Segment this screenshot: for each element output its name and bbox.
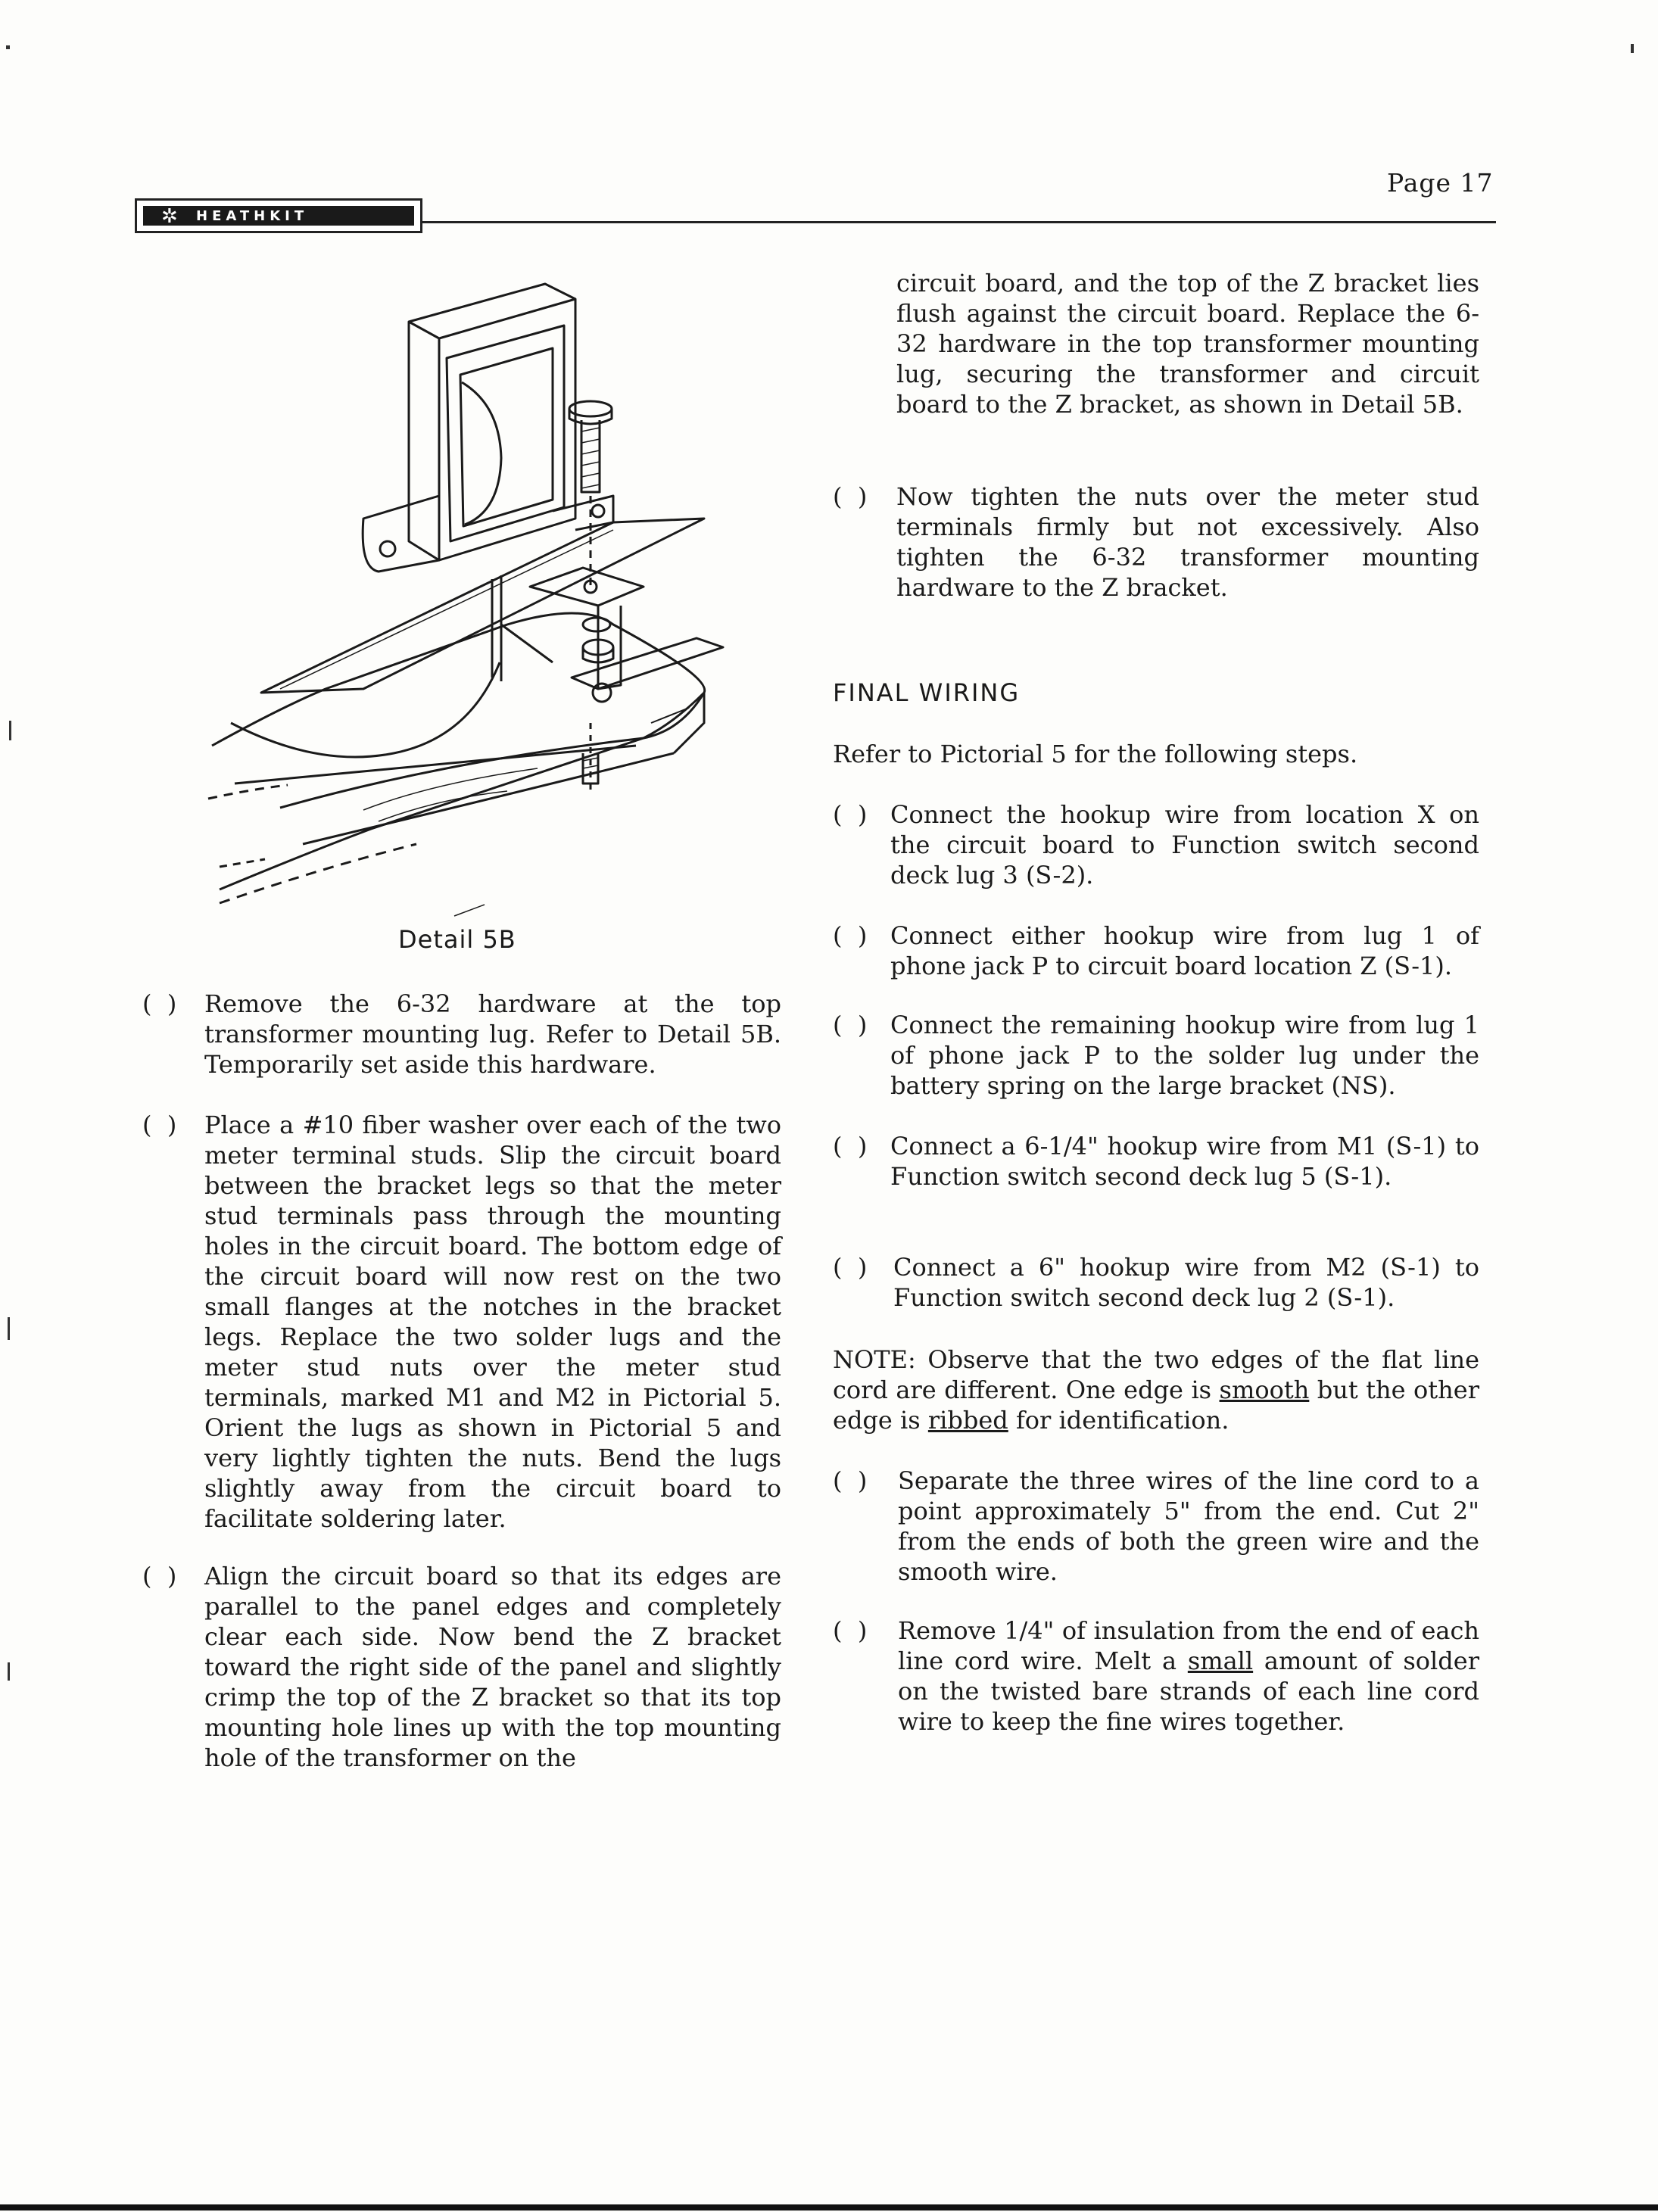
step-text: Connect a 6" hookup wire from M2 (S-1) to Function switch second deck lug 2 (S-1). [893,1253,1479,1312]
z-bracket [530,568,723,791]
scan-speck [8,1317,10,1340]
note-text-middle: but the other edge is [833,1375,1479,1435]
scan-speck [6,45,10,49]
step-text-start: Remove 1/4" of insulation from the end of each line cord wire. Melt a [898,1616,1479,1675]
left-step-1 [142,989,793,1080]
note-ribbed: ribbed [927,1406,1008,1435]
wiring-step-4 [833,1131,1484,1192]
step-checkbox[interactable]: ( ) [833,1011,868,1039]
left-step-3 [142,1561,793,1773]
logo-brand-text: HEATHKIT [196,207,309,224]
step-checkbox[interactable]: ( ) [833,1253,868,1282]
page-number: Page 17 [1387,168,1494,198]
step-text: Now tighten the nuts over the meter stud terminals firmly but not excessively. Also tighten the 6-32 transformer mounting hardware to the Z bracket. [896,482,1479,602]
step-text: Place a #10 fiber washer over each of the two meter terminal studs. Slip the circuit board between the bracket legs so that the meter stud terminals pass through the mounting holes in the circuit board. The bottom edge of the circuit board will now rest on the two small flanges at the notches in the bracket legs. Replace the two solder lugs and the meter stud nuts over the meter stud terminals, marked M1 and M2 in Pictorial 5. Orient the lugs as shown in Pictorial 5 and very lightly tighten the nuts. Bend the lugs slightly away from the circuit board to facilitate soldering later. [204,1111,781,1533]
step-text-end: amount of solder on the twisted bare strands of each line cord wire to keep the fine wires together. [898,1647,1480,1736]
wiring-step-3 [833,1010,1484,1101]
scan-speck [8,1662,10,1681]
scan-speck [1631,44,1634,53]
wiring-step-1 [833,799,1484,890]
step-checkbox[interactable]: ( ) [833,1616,868,1645]
figure-caption: Detail 5B [398,925,516,954]
step-text: Connect the hookup wire from location X on the circuit board to Function switch second deck lug 3 (S-2). [890,800,1479,889]
scan-speck [9,721,11,740]
step-checkbox[interactable]: ( ) [142,1562,177,1590]
step-text: Separate the three wires of the line cord to a point approximately 5" from the end. Cut 2" from the ends of both the green wire and the smooth wire. [898,1466,1479,1586]
wiring-step-2 [833,921,1484,981]
line-cord-note [833,1344,1479,1435]
note-text-start: NOTE: Observe that the two edges of the flat line cord are different. One edge is [833,1345,1479,1404]
wiring-step-5 [833,1252,1484,1313]
step-text: Connect a 6-1/4" hookup wire from M1 (S-1) to Function switch second deck lug 5 (S-1). [890,1132,1479,1191]
step-small: small [1187,1647,1254,1675]
left-step-2 [142,1110,793,1534]
note-text-end: for identification. [1008,1406,1229,1435]
atom-star-icon: ✲ [161,205,178,228]
transformer [363,284,613,572]
continuation-text: circuit board, and the top of the Z bracket lies flush against the circuit board. Replace the 6-32 hardware in the top transformer mounting lug, securing the transformer and circuit board to the Z bracket, as shown in Detail 5B. [896,269,1479,419]
step-text: Align the circuit board so that its edges are parallel to the panel edges and completely clear each side. Now bend the Z bracket toward the right side of the panel and slightly crimp the top of the Z bracket so that its top mounting hole lines up with the top mounting hole of the transformer on the [204,1562,781,1772]
step-checkbox[interactable]: ( ) [833,482,868,511]
step-text [898,1615,1479,1737]
step-text: Connect either hookup wire from lug 1 of phone jack P to circuit board location Z (S-1). [890,921,1479,980]
cord-step-1 [833,1466,1484,1587]
step-checkbox[interactable]: ( ) [142,1111,177,1139]
logo-band [143,206,414,226]
detail-5b-illustration [189,269,734,927]
note-smooth: smooth [1219,1375,1310,1404]
step-text: Connect the remaining hookup wire from lug 1 of phone jack P to the solder lug under the battery spring on the large bracket (NS). [890,1011,1479,1100]
step-checkbox[interactable]: ( ) [833,1466,868,1495]
heathkit-logo [135,198,422,233]
step-checkbox[interactable]: ( ) [833,800,868,829]
section-heading: FINAL WIRING [833,678,1021,707]
cord-step-2 [833,1615,1484,1737]
header-rule [421,221,1496,223]
step-checkbox[interactable]: ( ) [833,921,868,950]
step-checkbox[interactable]: ( ) [833,1132,868,1161]
step-tighten [833,481,1484,603]
page-bottom-edge [0,2204,1658,2210]
wiring-intro: Refer to Pictorial 5 for the following steps. [833,740,1358,768]
circuit-board [261,519,704,693]
step-text: Remove the 6-32 hardware at the top transformer mounting lug. Refer to Detail 5B. Temporarily set aside this hardware. [204,989,781,1079]
step-checkbox[interactable]: ( ) [142,989,177,1018]
